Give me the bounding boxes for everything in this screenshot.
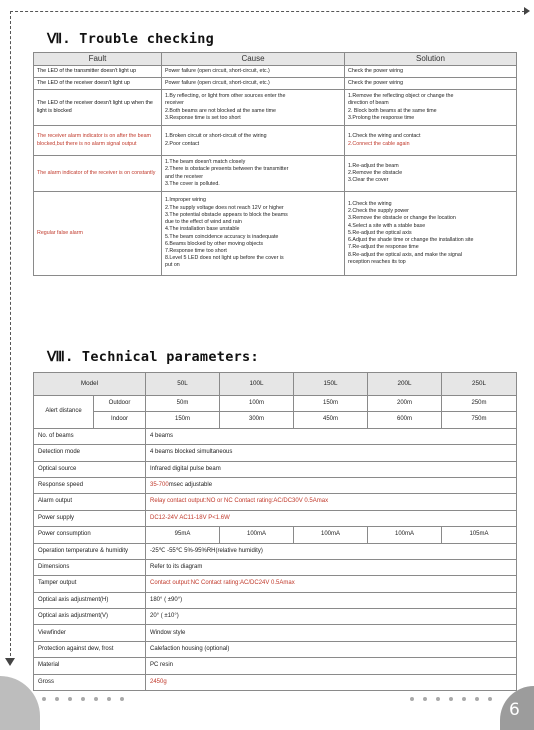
outdoor-cell: 250m <box>442 396 517 412</box>
outdoor-cell: 200m <box>368 396 442 412</box>
spec-value <box>146 592 517 608</box>
spec-value-highlight: 2450g <box>150 678 167 685</box>
alert-distance-label: Alert distance <box>34 396 94 429</box>
cause-cell <box>162 126 345 156</box>
spec-row <box>34 592 517 608</box>
spec-rows-a <box>34 428 517 526</box>
solution-line: 2.Check the supply power <box>348 208 409 215</box>
spec-row <box>34 609 517 625</box>
solution-line: Check the power wiring <box>348 67 404 74</box>
cause-line: 2.The supply voltage does not reach 12V or higher <box>165 204 284 211</box>
spec-value-text: Refer to its diagram <box>150 564 203 570</box>
cause-line: 5.The beam coincidence accuracy is inadequate <box>165 233 279 240</box>
spec-row <box>34 445 517 461</box>
dots-decoration-left <box>42 697 124 701</box>
cause-header: Cause <box>162 53 345 66</box>
spec-label: Response speed <box>34 477 146 493</box>
fault-cell: Regular false alarm <box>34 192 162 276</box>
spec-value-text: Calefaction housing (optional) <box>150 645 230 652</box>
trouble-row <box>34 192 517 276</box>
outdoor-row <box>34 396 517 412</box>
outdoor-label: Outdoor <box>94 396 146 412</box>
fault-cell: The LED of the receiver doesn't light up when the light is blocked <box>34 90 162 126</box>
spec-value-text: 20° ( ±10°) <box>150 613 179 620</box>
spec-row <box>34 625 517 641</box>
cause-line: 2.There is obstacle presents between the transmitter <box>165 166 289 173</box>
cause-line: and the receiver <box>165 173 203 180</box>
spec-value <box>146 445 517 461</box>
solution-cell <box>345 90 517 126</box>
indoor-cell: 150m <box>146 412 220 428</box>
cause-line: 1.The beam doesn't match closely <box>165 159 246 166</box>
solution-line: 3.Remove the obstacle or change the location <box>348 215 456 222</box>
dots-decoration-right <box>410 697 492 701</box>
technical-parameters-title: Ⅷ. Technical parameters: <box>47 349 259 365</box>
spec-value-text: -25℃ -55℃ 5%-95%RH(relative humidity) <box>150 547 263 554</box>
spec-value-text: 180° ( ±90°) <box>150 596 183 603</box>
cause-line: receiver <box>165 100 184 107</box>
fault-header: Fault <box>34 53 162 66</box>
spec-value-highlight: Contact output:NC Contact rating:AC/DC24V 0.5Amax <box>150 580 295 587</box>
model-cell: 200L <box>368 373 442 396</box>
solution-line: 1.Remove the reflecting object or change the <box>348 93 454 100</box>
cause-line: 1.Improper wiring <box>165 197 206 204</box>
spec-value-text: 4 beams <box>150 432 174 439</box>
model-cell: 250L <box>442 373 517 396</box>
indoor-label: Indoor <box>94 412 146 428</box>
spec-value <box>146 428 517 444</box>
spec-value <box>146 543 517 559</box>
cause-line: 2.Both beams are not blocked at the same time <box>165 107 277 114</box>
table-header-row <box>34 53 517 66</box>
spec-label: Viewfinder <box>34 625 146 641</box>
spec-value-text: Infrared digital pulse beam <box>150 465 221 472</box>
trouble-row <box>34 90 517 126</box>
solution-line: 8.Re-adjust the optical axis, and make the signal <box>348 251 462 258</box>
cause-line: 1.By reflecting, or light from other sources enter the <box>165 93 286 100</box>
fault-cell: The receiver alarm indicator is on after the beam blocked,but there is no alarm signal output <box>34 126 162 156</box>
power-cell: 95mA <box>146 527 220 543</box>
spec-label: Operation temperature & humidity <box>34 543 146 559</box>
solution-line: 1.Check the wiring <box>348 201 392 208</box>
power-consumption-row <box>34 527 517 543</box>
solution-line: 5.Re-adjust the optical axis <box>348 229 412 236</box>
spec-label: Power supply <box>34 510 146 526</box>
spec-value <box>146 641 517 657</box>
spec-row <box>34 510 517 526</box>
cause-line: Power failure (open circuit, short-circuit, etc.) <box>165 79 270 86</box>
solution-cell <box>345 192 517 276</box>
spec-value <box>146 559 517 575</box>
solution-line: 3.Prolong the response time <box>348 114 415 121</box>
spec-label: Material <box>34 658 146 674</box>
trouble-checking-table <box>33 52 517 276</box>
cause-line: 4.The installation base unstable <box>165 226 240 233</box>
solution-line: direction of beam <box>348 100 389 107</box>
dashed-border-top <box>10 11 525 12</box>
fault-cell: The LED of the receiver doesn't light up <box>34 78 162 90</box>
spec-value-text: PC resin <box>150 662 174 669</box>
spec-value <box>146 510 517 526</box>
spec-label: Protection against dew, frost <box>34 641 146 657</box>
spec-value <box>146 609 517 625</box>
spec-label: Optical axis adjustment(H) <box>34 592 146 608</box>
trouble-table-body <box>34 66 517 276</box>
cause-cell <box>162 156 345 192</box>
solution-line: reception reaches its top <box>348 258 406 265</box>
power-consumption-label: Power consumption <box>34 527 146 543</box>
technical-parameters-table <box>33 372 517 691</box>
dashed-border-left <box>10 11 11 661</box>
spec-row <box>34 674 517 690</box>
solution-line: 2. Block both beams at the same time <box>348 107 437 114</box>
solution-line: 2.Remove the obstacle <box>348 169 403 176</box>
spec-row <box>34 641 517 657</box>
spec-row <box>34 494 517 510</box>
spec-value-highlight: DC12-24V AC11-18V P<1.6W <box>150 514 230 521</box>
arrow-down-icon <box>5 658 15 666</box>
spec-row <box>34 477 517 493</box>
spec-row <box>34 461 517 477</box>
spec-value <box>146 658 517 674</box>
solution-line: 1.Check the wiring and contact <box>348 133 421 140</box>
solution-cell <box>345 126 517 156</box>
trouble-row <box>34 156 517 192</box>
cause-cell <box>162 90 345 126</box>
cause-line: 3.The cover is polluted. <box>165 180 220 187</box>
solution-cell <box>345 156 517 192</box>
cause-line: 3.The potential obstacle appears to block the beams <box>165 211 288 218</box>
spec-value-highlight: Relay contact output:NO or NC Contact rating:AC/DC30V 0.5Amax <box>150 498 329 505</box>
spec-label: Tamper output <box>34 576 146 592</box>
spec-label: Gross <box>34 674 146 690</box>
solution-line: 2.Connect the cable again <box>348 140 410 147</box>
model-cell: 100L <box>220 373 294 396</box>
spec-row <box>34 543 517 559</box>
solution-line: 4.Select a site with a stable base <box>348 222 426 229</box>
spec-label: Optical source <box>34 461 146 477</box>
cause-line: put on <box>165 262 180 269</box>
solution-line: 6.Adjust the shade time or change the installation site <box>348 237 474 244</box>
spec-row <box>34 576 517 592</box>
spec-value <box>146 461 517 477</box>
cause-line: 3.Response time is set too short <box>165 114 241 121</box>
trouble-row <box>34 66 517 78</box>
cause-line: Power failure (open circuit, short-circuit, etc.) <box>165 67 270 74</box>
indoor-cell: 750m <box>442 412 517 428</box>
spec-label: Dimensions <box>34 559 146 575</box>
cause-line: 8.Level 5 LED does not light up before the cover is <box>165 255 284 262</box>
cause-line: 7.Response time too short <box>165 247 227 254</box>
trouble-row <box>34 78 517 90</box>
cause-line: due to the effect of wind and rain <box>165 219 242 226</box>
solution-line: 3.Clear the cover <box>348 177 389 184</box>
spec-label: No. of beams <box>34 428 146 444</box>
outdoor-cell: 50m <box>146 396 220 412</box>
solution-line: 7.Re-adjust the response time <box>348 244 419 251</box>
indoor-cell: 600m <box>368 412 442 428</box>
indoor-cell: 300m <box>220 412 294 428</box>
page-number: 6 <box>509 700 520 720</box>
spec-value <box>146 625 517 641</box>
power-cell: 100mA <box>294 527 368 543</box>
outdoor-cell: 150m <box>294 396 368 412</box>
solution-header: Solution <box>345 53 517 66</box>
solution-line: 1.Re-adjust the beam <box>348 162 399 169</box>
trouble-checking-title: Ⅶ. Trouble checking <box>47 31 215 47</box>
solution-line: Check the power wiring <box>348 79 404 86</box>
spec-value <box>146 494 517 510</box>
power-cell: 100mA <box>220 527 294 543</box>
cause-line: 1.Broken circuit or short-circuit of the wiring <box>165 133 267 140</box>
spec-label: Alarm output <box>34 494 146 510</box>
spec-row <box>34 559 517 575</box>
spec-label: Detection mode <box>34 445 146 461</box>
indoor-cell: 450m <box>294 412 368 428</box>
spec-rows-b <box>34 543 517 691</box>
spec-value-text: Window style <box>150 629 186 636</box>
outdoor-cell: 100m <box>220 396 294 412</box>
cause-cell <box>162 192 345 276</box>
model-row <box>34 373 517 396</box>
fault-cell: The alarm indicator of the receiver is on constantly <box>34 156 162 192</box>
cause-cell <box>162 66 345 78</box>
spec-value-highlight: 35-700 <box>150 482 169 489</box>
cause-cell <box>162 78 345 90</box>
power-cell: 105mA <box>442 527 517 543</box>
spec-row <box>34 658 517 674</box>
spec-value <box>146 477 517 493</box>
indoor-row <box>34 412 517 428</box>
fault-cell: The LED of the transmitter doesn't light up <box>34 66 162 78</box>
cause-line: 2.Poor contact <box>165 140 200 147</box>
power-cell: 100mA <box>368 527 442 543</box>
trouble-row <box>34 126 517 156</box>
spec-value-text: msec adjustable <box>168 482 213 489</box>
model-label: Model <box>34 373 146 396</box>
spec-value <box>146 674 517 690</box>
model-cell: 150L <box>294 373 368 396</box>
solution-cell <box>345 78 517 90</box>
spec-value-text: 4 beams blocked simultaneous <box>150 449 233 456</box>
arrow-right-icon <box>524 7 530 15</box>
spec-row <box>34 428 517 444</box>
spec-label: Optical axis adjustment(V) <box>34 609 146 625</box>
model-cell: 50L <box>146 373 220 396</box>
spec-value <box>146 576 517 592</box>
cause-line: 6.Beams blocked by other moving objects <box>165 240 264 247</box>
solution-cell <box>345 66 517 78</box>
